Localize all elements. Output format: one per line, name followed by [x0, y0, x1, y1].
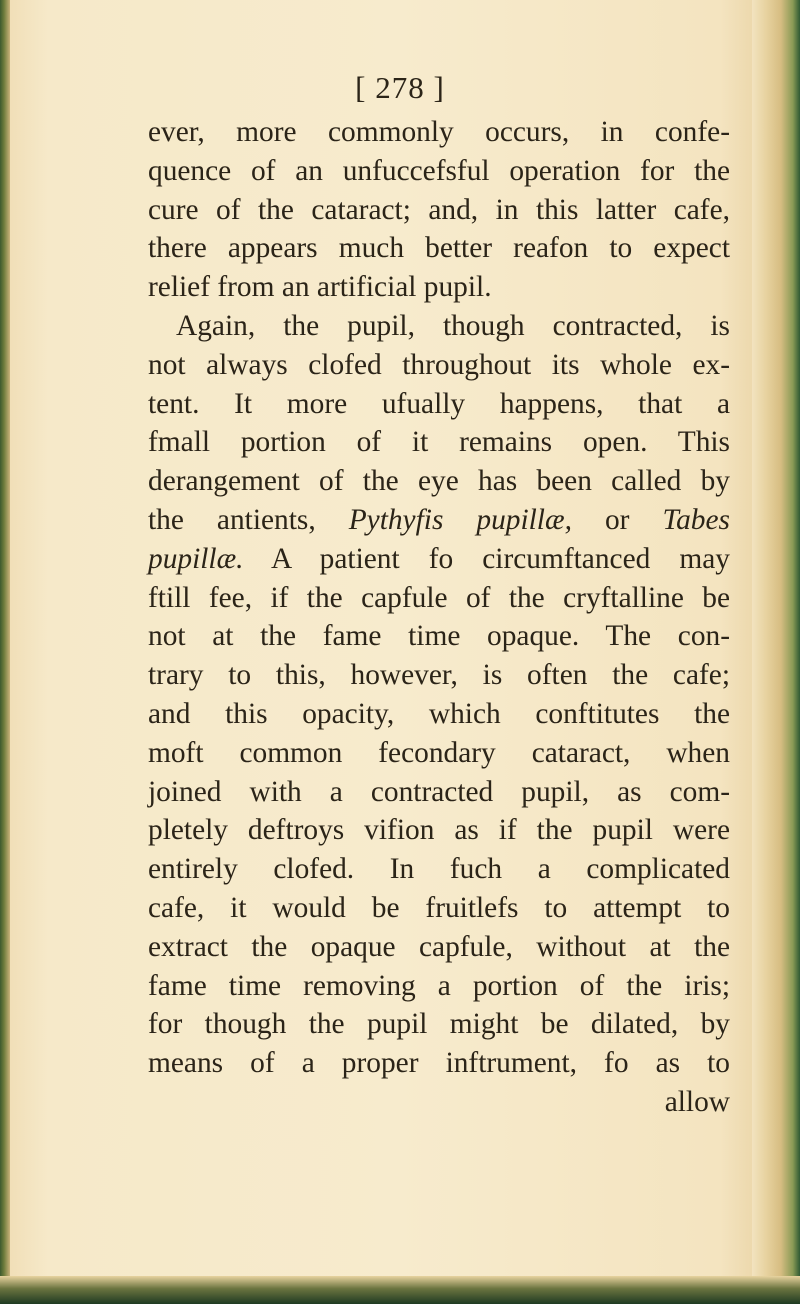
text-run: means of a proper inftrument, fo as to: [148, 1047, 730, 1080]
text-run: or: [571, 503, 663, 536]
text-run: and this opacity, which conftitutes the: [148, 697, 730, 730]
page-number-header: [ 278 ]: [355, 70, 445, 105]
page-left-edge: [0, 0, 10, 1304]
text-run: moft common fecondary cataract, when: [148, 736, 730, 769]
text-line: [148, 889, 730, 928]
text-run: allow: [664, 1085, 730, 1118]
text-line: [148, 734, 730, 773]
text-line: [148, 1005, 730, 1044]
text-line: [148, 540, 730, 579]
text-run: fame time removing a portion of the iris;: [148, 969, 730, 1002]
text-line: [148, 229, 730, 268]
text-line: [148, 268, 730, 307]
text-line: [148, 656, 730, 695]
text-line: [148, 152, 730, 191]
text-run: joined with a contracted pupil, as com-: [148, 775, 730, 808]
text-run: entirely clofed. In fuch a complicated: [148, 853, 730, 886]
text-run: tent. It more ufually happens, that a: [148, 387, 730, 420]
text-run: for though the pupil might be dilated, by: [148, 1008, 730, 1041]
text-line: [148, 1083, 730, 1122]
text-line: [148, 191, 730, 230]
text-line: [148, 695, 730, 734]
text-run: fmall portion of it remains open. This: [148, 426, 730, 459]
text-run: the antients,: [148, 503, 349, 536]
text-line: [148, 501, 730, 540]
text-run: A patient fo circumftanced may: [243, 542, 730, 575]
text-line: [148, 1044, 730, 1083]
text-run: trary to this, however, is often the cafe;: [148, 659, 730, 692]
text-line: [148, 385, 730, 424]
text-line: [148, 811, 730, 850]
text-line: [148, 462, 730, 501]
text-run: ever, more commonly occurs, in confe-: [148, 116, 730, 148]
text-run: relief from an artificial pupil.: [148, 271, 492, 304]
text-run: cure of the cataract; and, in this latter cafe,: [148, 193, 730, 226]
text-run: there appears much better reafon to expect: [148, 232, 730, 265]
text-line: [148, 423, 730, 462]
text-line: [148, 773, 730, 812]
text-line: [148, 617, 730, 656]
text-run: not always clofed throughout its whole ex-: [148, 348, 730, 381]
italic-term: pupillæ.: [148, 542, 244, 575]
text-run: Again, the pupil, though contracted, is: [176, 309, 730, 342]
body-text: [148, 113, 730, 1122]
text-line: [148, 579, 730, 618]
text-run: ftill fee, if the capfule of the cryftalline be: [148, 581, 730, 614]
italic-term: Tabes: [662, 503, 730, 536]
text-run: cafe, it would be fruitlefs to attempt to: [148, 891, 730, 924]
page-right-edge: [752, 0, 800, 1304]
text-run: not at the fame time opaque. The con-: [148, 620, 730, 653]
text-line: [148, 850, 730, 889]
text-run: quence of an unfuccefsful operation for the: [148, 154, 730, 187]
page-bottom-edge: [0, 1276, 800, 1304]
text-line: [148, 307, 730, 346]
italic-term: Pythyfis pupillæ,: [348, 503, 572, 536]
text-run: derangement of the eye has been called by: [148, 465, 730, 498]
text-run: pletely deftroys vifion as if the pupil were: [148, 814, 730, 847]
text-run: extract the opaque capfule, without at the: [148, 930, 730, 963]
text-line: [148, 346, 730, 385]
text-line: [148, 967, 730, 1006]
text-line: [148, 113, 730, 152]
text-line: [148, 928, 730, 967]
